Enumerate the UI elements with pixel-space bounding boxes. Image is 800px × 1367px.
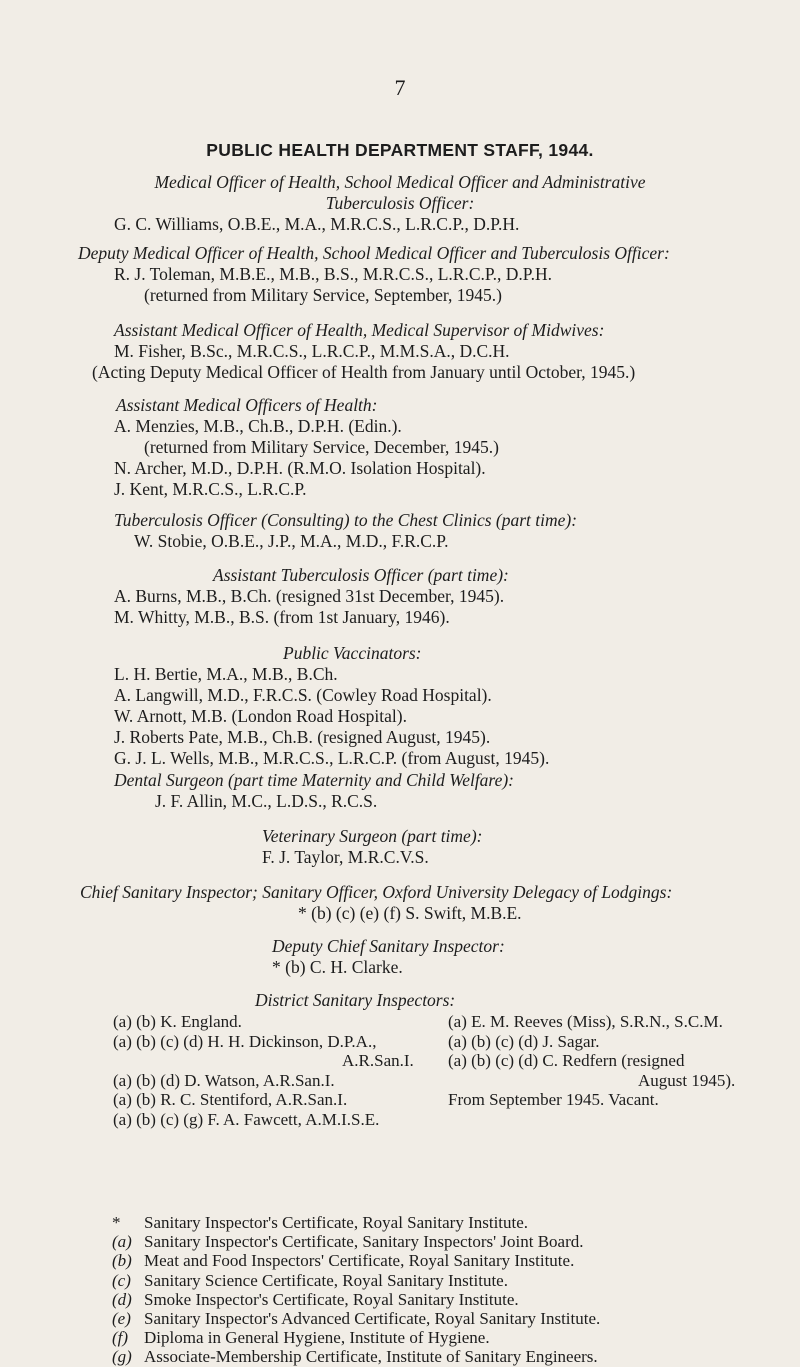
vaccinator-item: J. Roberts Pate, M.B., Ch.B. (resigned August, 1945). [114, 727, 491, 747]
district-item: A.R.San.I. [342, 1051, 414, 1070]
moh-person: G. C. Williams, O.B.E., M.A., M.R.C.S., L.R.C.P., D.P.H. [114, 214, 520, 234]
vaccinators-heading: Public Vaccinators: [283, 643, 422, 663]
note-mark: (a) [112, 1232, 132, 1252]
note-mark: (f) [112, 1328, 129, 1348]
section-moh [0, 172, 800, 235]
vaccinator-item: W. Arnott, M.B. (London Road Hospital). [114, 706, 407, 726]
district-item: (a) (b) (d) D. Watson, A.R.San.I. [113, 1070, 335, 1090]
note-item [112, 1232, 772, 1251]
note-item [112, 1290, 772, 1309]
asst-midwives-heading: Assistant Medical Officer of Health, Medical Supervisor of Midwives: [114, 320, 605, 340]
note-text: Smoke Inspector's Certificate, Royal Sanitary Institute. [144, 1289, 519, 1309]
note-text: Diploma in General Hygiene, Institute of Hygiene. [144, 1328, 490, 1348]
district-item: (a) (b) (c) (d) H. H. Dickinson, D.P.A., [113, 1031, 377, 1051]
note-item [112, 1328, 772, 1347]
note-mark: (e) [112, 1309, 131, 1329]
asst-midwives-note: (Acting Deputy Medical Officer of Health from January until October, 1945.) [92, 362, 636, 382]
note-mark: (b) [112, 1251, 132, 1271]
vet-person: F. J. Taylor, M.R.C.V.S. [262, 847, 429, 867]
section-deputy-chief [0, 936, 800, 978]
vaccinator-item: G. J. L. Wells, M.B., M.R.C.S., L.R.C.P. (from August, 1945). [114, 748, 550, 768]
moh-heading-1: Medical Officer of Health, School Medical Officer and Administrative [154, 172, 646, 192]
section-tb-consulting [0, 510, 800, 552]
section-asst-moh [0, 395, 800, 500]
chief-sanitary-heading: Chief Sanitary Inspector; Sanitary Officer, Oxford University Delegacy of Lodgings: [80, 882, 673, 902]
asst-moh-heading: Assistant Medical Officers of Health: [116, 395, 378, 415]
deputy-chief-person: * (b) C. H. Clarke. [272, 957, 403, 977]
district-item: (a) (b) R. C. Stentiford, A.R.San.I. [113, 1090, 348, 1109]
deputy-heading: Deputy Medical Officer of Health, School Medical Officer and Tuberculosis Officer: [78, 243, 670, 263]
note-mark: * [112, 1213, 121, 1232]
note-item [112, 1213, 772, 1232]
district-item: (a) (b) (c) (d) J. Sagar. [448, 1031, 600, 1051]
deputy-note: (returned from Military Service, September, 1945.) [144, 285, 502, 305]
note-text: Sanitary Inspector's Certificate, Royal Sanitary Institute. [144, 1213, 529, 1232]
asst-tb-person-2: M. Whitty, M.B., B.S. (from 1st January, 1946). [114, 607, 450, 627]
vet-heading: Veterinary Surgeon (part time): [262, 826, 483, 846]
note-mark: (d) [112, 1289, 132, 1309]
district-item: (a) (b) (c) (g) F. A. Fawcett, A.M.I.S.E. [113, 1109, 380, 1129]
note-text: Sanitary Inspector's Advanced Certificate, Royal Sanitary Institute. [144, 1309, 601, 1329]
chief-sanitary-person: * (b) (c) (e) (f) S. Swift, M.B.E. [298, 903, 522, 923]
deputy-chief-heading: Deputy Chief Sanitary Inspector: [272, 936, 505, 956]
tb-consulting-person: W. Stobie, O.B.E., J.P., M.A., M.D., F.R.C.P. [134, 531, 449, 551]
asst-moh-person-3: J. Kent, M.R.C.S., L.R.C.P. [114, 479, 307, 499]
district-item: (a) (b) K. England. [113, 1012, 242, 1031]
section-dental [0, 770, 800, 812]
dental-person: J. F. Allin, M.C., L.D.S., R.C.S. [155, 791, 378, 811]
note-item [112, 1347, 772, 1366]
note-mark: (g) [112, 1347, 132, 1367]
section-vet [0, 826, 800, 868]
district-heading: District Sanitary Inspectors: [255, 990, 456, 1010]
note-text: Associate-Membership Certificate, Institute of Sanitary Engineers. [144, 1347, 598, 1367]
district-item: (a) E. M. Reeves (Miss), S.R.N., S.C.M. [448, 1012, 723, 1031]
dental-heading: Dental Surgeon (part time Maternity and Child Welfare): [114, 770, 515, 790]
moh-heading-2: Tuberculosis Officer: [325, 193, 475, 213]
vaccinator-item: L. H. Bertie, M.A., M.B., B.Ch. [114, 664, 338, 684]
section-asst-tb [0, 565, 800, 628]
asst-moh-person-2: N. Archer, M.D., D.P.H. (R.M.O. Isolation Hospital). [114, 458, 486, 478]
asst-tb-person-1: A. Burns, M.B., B.Ch. (resigned 31st December, 1945). [114, 586, 505, 606]
section-chief-sanitary [0, 882, 800, 924]
section-asst-midwives [0, 320, 800, 383]
section-deputy [0, 243, 800, 306]
page-title: PUBLIC HEALTH DEPARTMENT STAFF, 1944. [206, 140, 594, 160]
deputy-person: R. J. Toleman, M.B.E., M.B., B.S., M.R.C.S., L.R.C.P., D.P.H. [114, 264, 552, 284]
note-text: Meat and Food Inspectors' Certificate, Royal Sanitary Institute. [144, 1251, 575, 1271]
note-item [112, 1271, 772, 1290]
district-right-column [448, 1012, 753, 1110]
note-mark: (c) [112, 1270, 131, 1290]
district-item: (a) (b) (c) (d) C. Redfern (resigned [448, 1051, 685, 1070]
district-item: From September 1945. Vacant. [448, 1090, 659, 1109]
page-number: 7 [394, 75, 406, 100]
tb-consulting-heading: Tuberculosis Officer (Consulting) to the Chest Clinics (part time): [114, 510, 578, 530]
asst-moh-note-1: (returned from Military Service, December, 1945.) [144, 437, 499, 457]
note-text: Sanitary Science Certificate, Royal Sanitary Institute. [144, 1270, 508, 1290]
asst-midwives-person: M. Fisher, B.Sc., M.R.C.S., L.R.C.P., M.M.S.A., D.C.H. [114, 341, 510, 361]
section-vaccinators [0, 643, 800, 769]
qualification-notes [112, 1213, 772, 1367]
note-text: Sanitary Inspector's Certificate, Sanitary Inspectors' Joint Board. [144, 1232, 584, 1252]
district-left-column [113, 1012, 443, 1129]
vaccinator-item: A. Langwill, M.D., F.R.C.S. (Cowley Road Hospital). [114, 685, 492, 705]
district-item: August 1945). [638, 1070, 736, 1090]
note-item [112, 1309, 772, 1328]
note-item [112, 1251, 772, 1270]
asst-tb-heading: Assistant Tuberculosis Officer (part time): [213, 565, 509, 585]
asst-moh-person-1: A. Menzies, M.B., Ch.B., D.P.H. (Edin.). [114, 416, 402, 436]
